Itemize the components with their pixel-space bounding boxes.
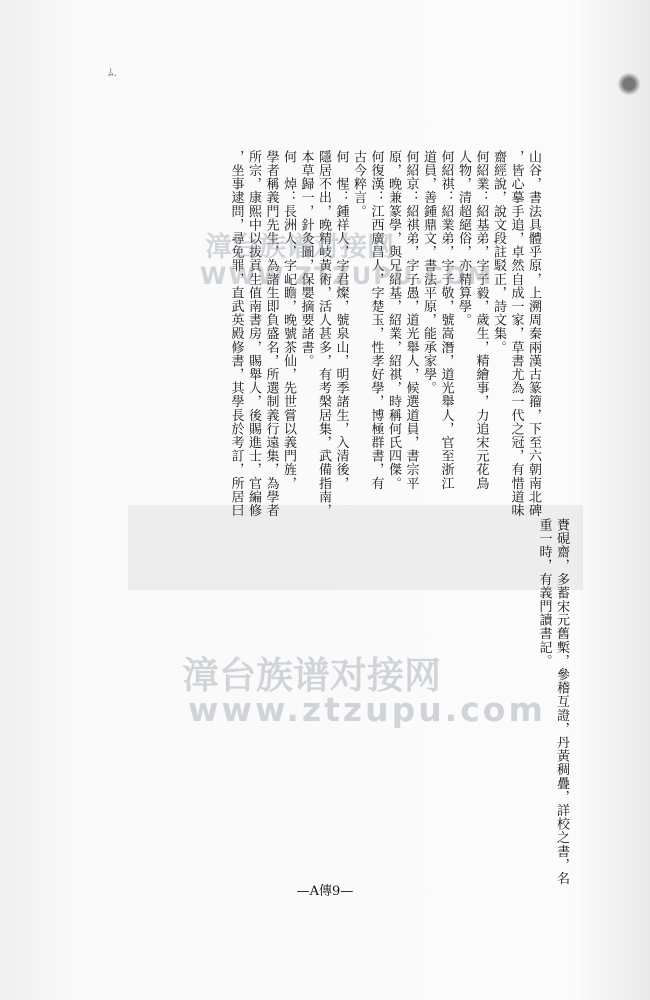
corner-mark: ﾑ. xyxy=(108,66,117,79)
watermark-site-name: 漳台族谱对接网 xyxy=(205,232,394,263)
biography-text-lower: 賚硯齋，多蓄宋元舊槧，參稽互證，丹黃稠疊，詳校之書，名 重一時，有義門讀書記。 xyxy=(536,518,569,886)
corner-ink-smudge xyxy=(614,72,644,96)
watermark-site-url-large: www.ztzupu.com xyxy=(188,690,546,729)
watermark-site-url: WWW.ZTZUPU.COM xyxy=(200,262,494,290)
watermark-site-name-large: 漳台族谱对接网 xyxy=(182,654,441,697)
biography-text-upper: 山谷，書法具體乎原，上溯周秦兩漢古篆籀，下至六朝南北碑 ，皆心摹手追，卓然自成一家，草書尤為一代之冠，有惜道味 齋經說，說文段註駁正，詩文集。 何紹業：紹基弟，字子毅，歲生，精繪事，力追宋元花鳥 人物，清超絕俗，亦精算學。 何紹祺：紹業弟，字子敬，號嵩潛，道光舉人，官至浙江 道員，善鍾鼎文，書法平原，能承家學。 何紹京：紹祺弟，字子愚，道光舉人，候選道員，書宗平 原，晚兼篆學，與兄紹基，紹業，紹祺，時稱何氏四傑。 何復漢：江西廣昌人，字楚玉，性孝好學，博極群書，有 古今粹言。 何 惺：鍾祥人，字君燦，號泉山，明季諸生，入清後， 隱居不出，晚精岐黃術，活人甚多，有考槃居集，武備指南， 本草歸一，針灸圖，保嬰摘要諸書。 何 焯：長洲人，字屺瞻，晚號茶仙，先世嘗以義門旌， 學者稱義門先生，為諸生即負盛名，所選制義行遠集，為學者 所宗，康熙中以拔貢生值南書房，賜舉人，後賜進士，官編修 ，坐事逮問，尋免罪，直武英殿修書，其學長於考訂，所居曰 xyxy=(228,150,541,518)
page-number: —A傳9— xyxy=(296,884,354,899)
